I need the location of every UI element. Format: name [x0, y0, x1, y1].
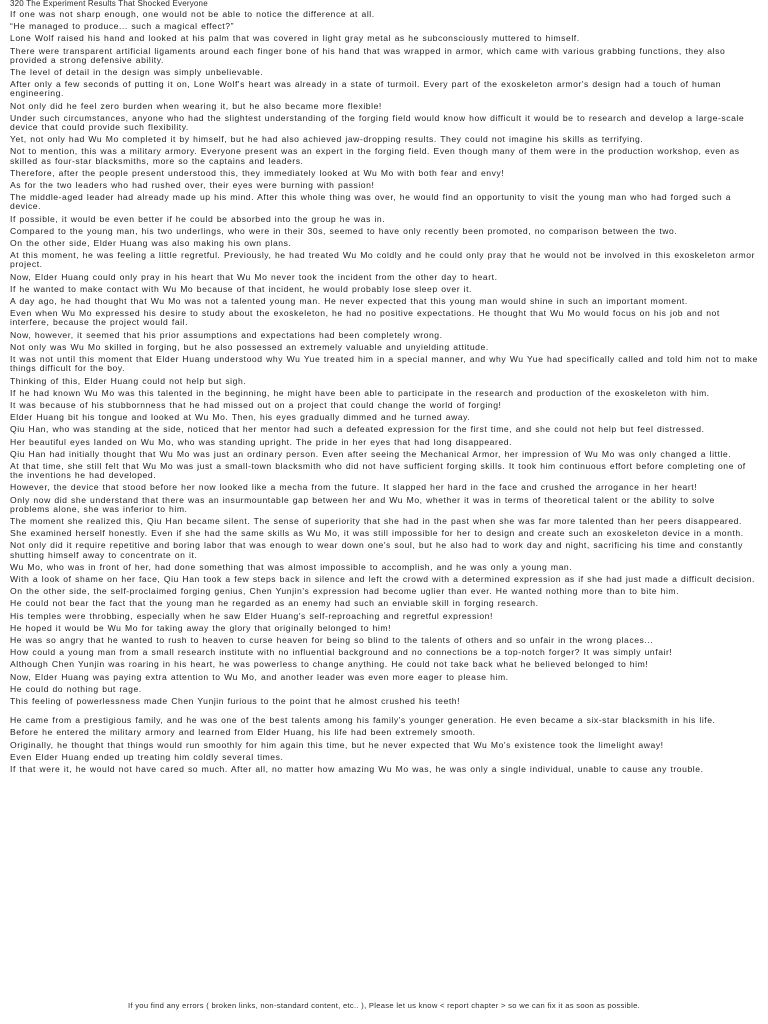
paragraph: “He managed to produce... such a magical effect?” — [10, 21, 234, 32]
paragraph: Originally, he thought that things would run smoothly for him again this time, but he never expected that Wu Mo's existence took the limelight away! — [10, 739, 664, 750]
paragraph: She examined herself honestly. Even if she had the same skills as Wu Mo, it was still impossible for her to design and create such an exoskeleton device in a month. — [10, 528, 744, 539]
paragraph: With a look of shame on her face, Qiu Han took a few steps back in silence and left the crowd with a determined expression as if she had just made a difficult decision. — [10, 573, 755, 584]
paragraph: It was because of his stubbornness that he had missed out on a project that could change the world of forging! — [10, 399, 502, 410]
paragraph: After only a few seconds of putting it on, Lone Wolf's heart was already in a state of turmoil. Every part of the exoskeleton armor's design had a touch of human engineering. — [10, 79, 722, 99]
chapter-title: 320 The Experiment Results That Shocked Everyone — [10, 0, 208, 8]
paragraph: At this moment, he was feeling a little regretful. Previously, he had treated Wu Mo coldly and he could only pray that he would not be involved in this exoskeleton armor project. — [10, 250, 756, 270]
paragraph: He could do nothing but rage. — [10, 683, 142, 694]
paragraph: He was so angry that he wanted to rush to heaven to curse heaven for being so blind to the talents of others and so unfair in the wrong places... — [10, 634, 654, 645]
paragraph: The moment she realized this, Qiu Han became silent. The sense of superiority that she had in the past when she was far more talented than her peers disappeared. — [10, 515, 742, 526]
paragraph: If that were it, he would not have cared so much. After all, no matter how amazing Wu Mo was, he was only a single individual, unable to cause any trouble. — [10, 764, 704, 774]
paragraph: Even Elder Huang ended up treating him coldly several times. — [10, 751, 284, 762]
paragraph: As for the two leaders who had rushed over, their eyes were burning with passion! — [10, 180, 375, 191]
paragraph: Yet, not only had Wu Mo completed it by himself, but he had also achieved jaw-dropping results. They could not imagine his skills as terrifying. — [10, 134, 644, 145]
paragraph: Under such circumstances, anyone who had the slightest understanding of the forging field would know how difficult it would be to research and develop a large-scale device that could provide such flexibility. — [10, 112, 745, 133]
paragraph: Elder Huang bit his tongue and looked at Wu Mo. Then, his eyes gradually dimmed and he turned away. — [10, 412, 471, 423]
paragraph: Now, Elder Huang could only pray in his heart that Wu Mo never took the incident from the other day to heart. — [10, 271, 498, 282]
paragraph: If one was not sharp enough, one would not be able to notice the difference at all. — [10, 9, 375, 19]
paragraph: How could a young man from a small research institute with no influential background and no connections be a top-notch forger? It was simply unfair! — [10, 647, 673, 658]
paragraph: The middle-aged leader had already made up his mind. After this whole thing was over, he would find an opportunity to visit the young man who had forged such a device. — [10, 192, 732, 212]
paragraph: He hoped it would be Wu Mo for taking away the glory that originally belonged to him! — [10, 622, 392, 633]
paragraph: Her beautiful eyes landed on Wu Mo, who was standing upright. The pride in her eyes that had long disappeared. — [10, 436, 513, 447]
paragraph: Although Chen Yunjin was roaring in his heart, he was powerless to change anything. He could not take back what he believed belonged to him! — [10, 659, 649, 670]
paragraph: If he had known Wu Mo was this talented in the beginning, he might have been able to participate in the research and production of the exoskeleton with him. — [10, 387, 710, 398]
paragraph: His temples were throbbing, especially when he saw Elder Huang's self-reproaching and regretful expression! — [10, 610, 493, 621]
paragraph: Not to mention, this was a military armory. Everyone present was an expert in the forging field. Even though many of them were in the production workshop, even as skilled as four-star blacksmiths, more so the captains and leaders. — [10, 146, 740, 166]
paragraph: Qiu Han had initially thought that Wu Mo was just an ordinary person. Even after seeing the Mechanical Armor, her impression of Wu Mo was only changed a little. — [10, 448, 732, 459]
paragraph: He came from a prestigious family, and he was one of the best talents among his family's younger generation. He even became a six-star blacksmith in his life. — [10, 715, 716, 726]
paragraph: Now, however, it seemed that his prior assumptions and expectations had been completely wrong. — [10, 329, 443, 340]
paragraph: However, the device that stood before her now looked like a mecha from the future. It slapped her hard in the face and crushed the arrogance in her heart! — [10, 482, 698, 493]
paragraph: On the other side, the self-proclaimed forging genius, Chen Yunjin's expression had become uglier than ever. He wanted nothing more than to bite him. — [10, 586, 680, 597]
paragraph: Therefore, after the people present understood this, they immediately looked at Wu Mo with both fear and envy! — [10, 167, 505, 178]
paragraph: He could not bear the fact that the young man he regarded as an enemy had such an enviable skill in forging research. — [10, 598, 539, 609]
paragraph: Not only was Wu Mo skilled in forging, but he also possessed an extremely valuable and unyielding attitude. — [10, 341, 489, 352]
paragraph: Only now did she understand that there was an insurmountable gap between her and Wu Mo, whether it was in terms of theoretical talent or the ability to solve problems alone, she was inferior to him. — [10, 494, 715, 514]
chapter-body — [10, 10, 758, 777]
paragraph: Before he entered the military armory and learned from Elder Huang, his life had been extremely smooth. — [10, 727, 476, 738]
paragraph: Lone Wolf raised his hand and looked at his palm that was covered in light gray metal as he subconsciously muttered to himself. — [10, 33, 580, 44]
error-report-notice: If you find any errors ( broken links, non-standard content, etc.. ), Please let us know < report chapter > so we can fix it as soon as possible. — [127, 1001, 641, 1010]
paragraph: It was not until this moment that Elder Huang understood why Wu Yue treated him in a special manner, and why Wu Yue had specifically called and told him not to make things difficult for the boy. — [10, 354, 758, 374]
paragraph: If he wanted to make contact with Wu Mo because of that incident, he would probably lose sleep over it. — [10, 283, 472, 294]
paragraph: This feeling of powerlessness made Chen Yunjin furious to the point that he almost crushed his teeth! — [10, 695, 461, 706]
paragraph: If possible, it would be even better if he could be absorbed into the group he was in. — [10, 213, 386, 224]
paragraph: Not only did he feel zero burden when wearing it, but he also became more flexible! — [10, 100, 382, 111]
paragraph: Compared to the young man, his two underlings, who were in their 30s, seemed to have only recently been promoted, no comparison between the two. — [10, 225, 678, 236]
paragraph: Wu Mo, who was in front of her, had done something that was almost impossible to accomplish, and he was only a young man. — [10, 561, 573, 572]
paragraph: Not only did it require repetitive and boring labor that was enough to wear down one's soul, but he also had to work day and night, sacrificing his time and constantly shutting himself away to concentrate on it. — [10, 540, 743, 560]
paragraph: Qiu Han, who was standing at the side, noticed that her mentor had such a defeated expression for the first time, and she could not help but feel distressed. — [10, 424, 705, 435]
paragraph: Thinking of this, Elder Huang could not help but sigh. — [10, 375, 247, 386]
paragraph: There were transparent artificial ligaments around each finger bone of his hand that was wrapped in armor, which came with various grabbing functions, they also provided a strong defensive ability. — [10, 45, 726, 65]
paragraph: Now, Elder Huang was paying extra attention to Wu Mo, and another leader was even more eager to please him. — [10, 671, 509, 682]
paragraph: The level of detail in the design was simply unbelievable. — [10, 67, 264, 78]
paragraph: A day ago, he had thought that Wu Mo was not a talented young man. He never expected that this young man would shine in such an important moment. — [10, 296, 688, 307]
paragraph: At that time, she still felt that Wu Mo was just a small-town blacksmith who did not have sufficient forging skills. It took him continuous effort before completing one of the inventions he had developed. — [10, 460, 746, 481]
paragraph: On the other side, Elder Huang was also making his own plans. — [10, 238, 292, 249]
paragraph: Even when Wu Mo expressed his desire to study about the exoskeleton, he had no positive expectations. He thought that Wu Mo would focus on his job and not interfere, because the project would fail. — [10, 308, 720, 328]
